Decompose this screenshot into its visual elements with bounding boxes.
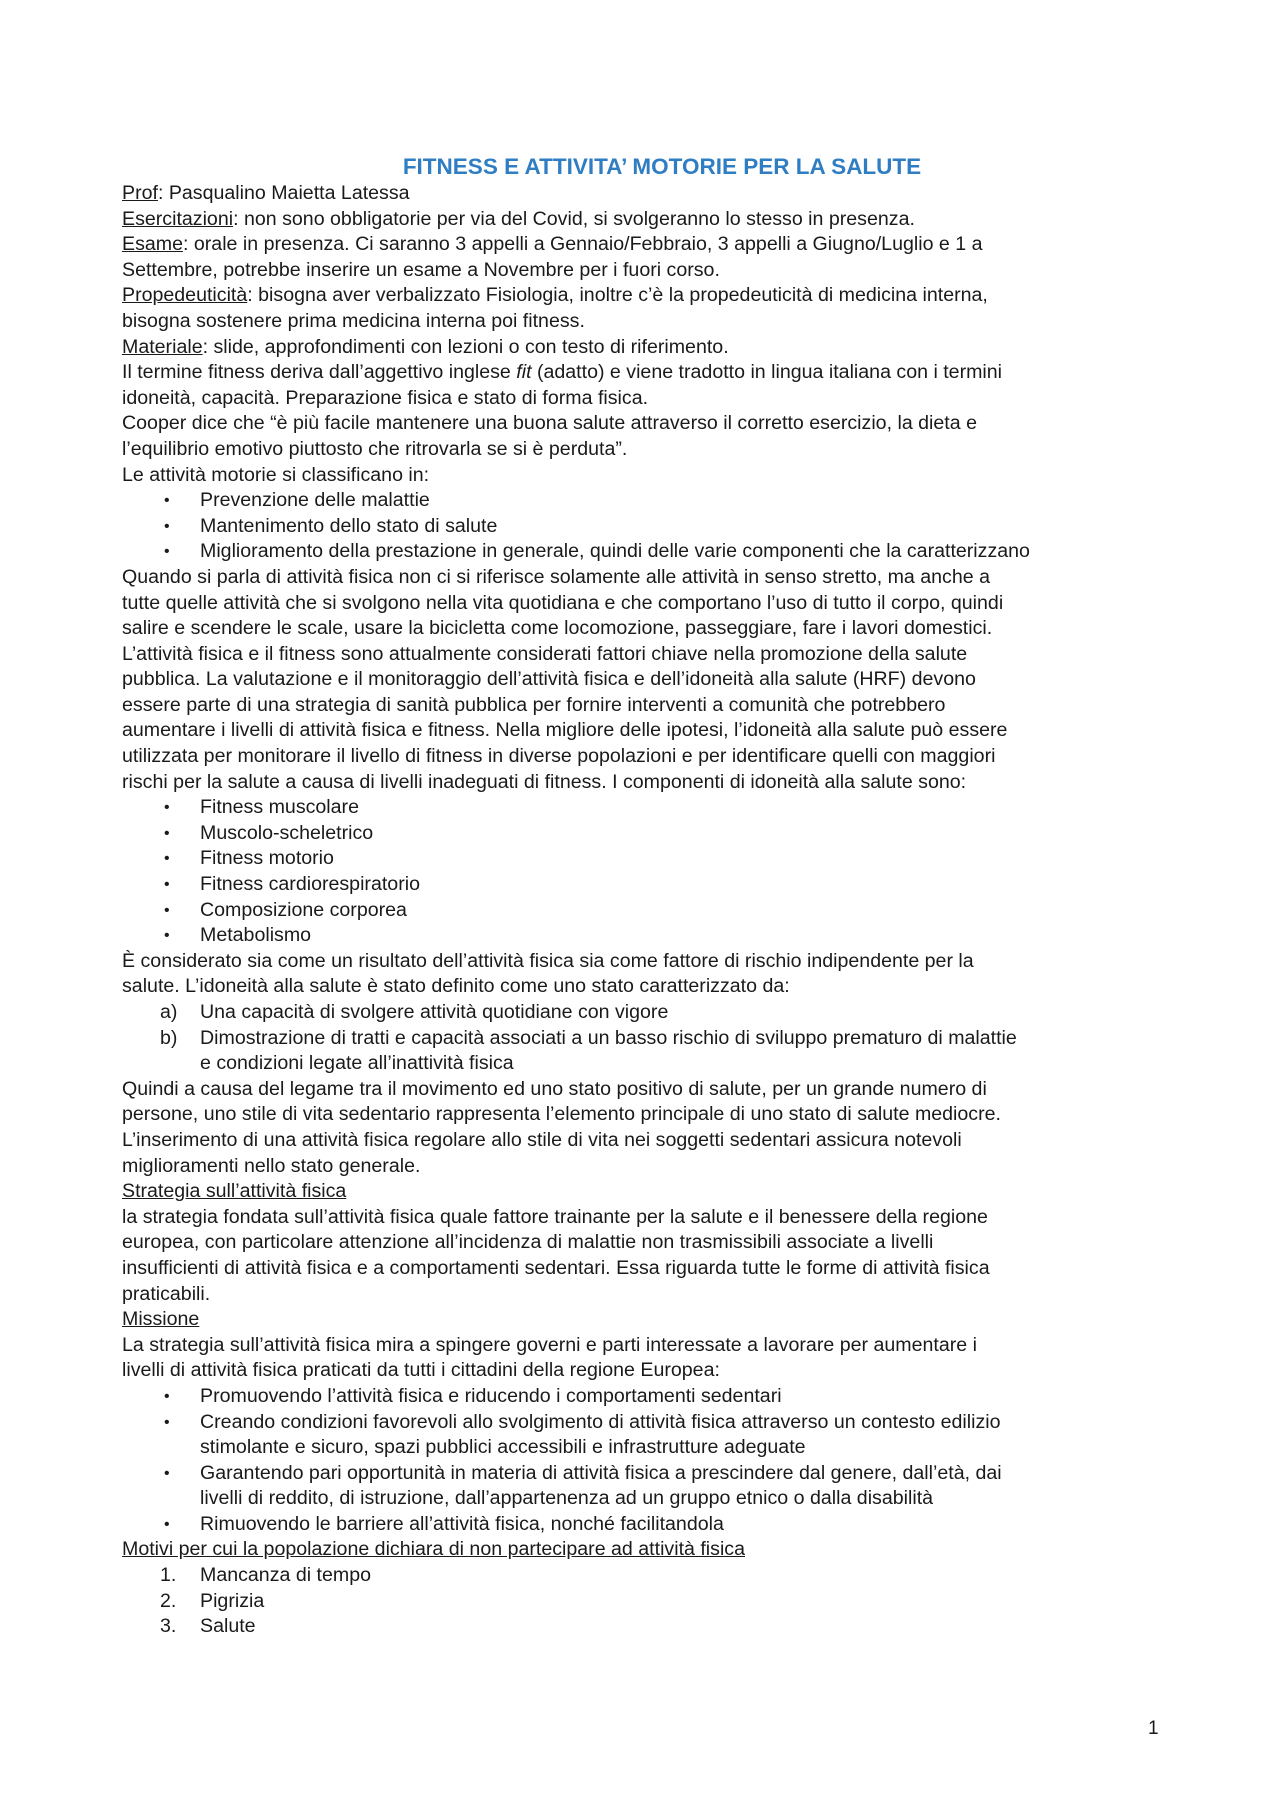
strategia-heading: Strategia sull’attività fisica [122,1180,347,1203]
fitness-def-text-a: Il termine fitness deriva dall’aggettivo inglese [122,361,517,384]
list-item [122,795,1182,821]
list-item-text: Pigrizia [200,1589,265,1612]
paragraph-line: la strategia fondata sull’attività fisica quale fattore trainante per la salute e il benessere della regione [122,1205,988,1228]
health-components-list [122,795,1182,949]
list-item-text: Prevenzione delle malattie [200,489,430,512]
propedeuticita-label: Propedeuticità [122,284,248,307]
strategia-paragraph [122,1205,1182,1307]
list-marker: b) [160,1026,178,1049]
materiale-line [122,335,1182,361]
list-item-text: Salute [200,1615,256,1638]
prof-text: : Pasqualino Maietta Latessa [157,182,410,204]
list-item [122,1384,1182,1410]
paragraph-line: persone, uno stile di vita sedentario rappresenta l’elemento principale di uno stato di salute mediocre. [122,1103,1001,1126]
prof-label: Prof [122,182,158,204]
list-item [122,1589,1182,1615]
list-marker: 1. [160,1564,177,1587]
characteristics-list [122,1000,1182,1077]
esame-line [122,232,1182,258]
list-item [122,872,1182,898]
bullet-icon: • [164,850,170,868]
bullet-icon: • [164,1387,170,1405]
missione-paragraph [122,1333,1182,1384]
list-item [122,514,1182,540]
propedeuticita-line-2: bisogna sostenere prima medicina interna poi fitness. [122,309,585,332]
prof-line [122,181,1182,207]
list-item [122,1026,1182,1077]
list-item [122,539,1182,565]
list-item-text: Rimuovendo le barriere all’attività fisica, nonché facilitandola [200,1512,724,1535]
missione-heading: Missione [122,1308,200,1331]
list-item-text: Metabolismo [200,924,312,947]
paragraph-line: La strategia sull’attività fisica mira a spingere governi e parti interessate a lavorare per aumentare i [122,1333,977,1356]
missione-list [122,1384,1182,1538]
physical-activity-paragraph [122,565,1182,795]
list-item [122,1512,1182,1538]
paragraph-line: utilizzata per monitorare il livello di fitness in diverse popolazioni e per identificare quelli con maggiori [122,745,996,768]
fit-term: fit [516,361,532,384]
esame-label: Esame [122,233,183,256]
paragraph-line: essere parte di una strategia di sanità pubblica per fornire interventi a comunità che potrebbero [122,693,946,716]
bullet-icon: • [164,1464,170,1482]
list-item-text: Promuovendo l’attività fisica e riducendo i comportamenti sedentari [200,1384,782,1407]
paragraph-line: livelli di attività fisica praticati da tutti i cittadini della regione Europea: [122,1359,720,1382]
paragraph-line: insufficienti di attività fisica e a comportamenti sedentari. Essa riguarda tutte le forme di attività fisica [122,1256,990,1279]
motivi-heading: Motivi per cui la popolazione dichiara di non partecipare ad attività fisica [122,1538,745,1561]
list-item [122,1614,1182,1640]
list-item-text: Composizione corporea [200,898,407,921]
page-number: 1 [1148,1718,1159,1739]
esercitazioni-label: Esercitazioni [122,207,234,230]
list-item [122,846,1182,872]
paragraph-line: europea, con particolare attenzione all’incidenza di malattie non trasmissibili associate a livelli [122,1231,934,1254]
esercitazioni-line [122,207,1182,233]
propedeuticita-line [122,283,1182,309]
bullet-icon: • [164,901,170,919]
list-item-text: stimolante e sicuro, spazi pubblici accessibili e infrastrutture adeguate [200,1436,806,1459]
list-marker: 2. [160,1589,177,1612]
paragraph-line: È considerato sia come un risultato dell’attività fisica sia come fattore di rischio indipendente per la [122,949,974,972]
list-item [122,923,1182,949]
bullet-icon: • [164,1413,170,1431]
propedeuticita-text: : bisogna aver verbalizzato Fisiologia, inoltre c’è la propedeuticità di medicina interna, [247,284,988,307]
paragraph-line: rischi per la salute a causa di livelli inadeguati di fitness. I componenti di idoneità alla salute sono: [122,770,967,793]
bullet-icon: • [164,824,170,842]
paragraph-line: Quando si parla di attività fisica non ci si riferisce solamente alle attività in senso stretto, ma anche a [122,565,990,588]
motivi-list [122,1563,1182,1640]
list-marker: a) [160,1001,178,1023]
bullet-icon: • [164,799,170,817]
fitness-def-line-2: idoneità, capacità. Preparazione fisica e stato di forma fisica. [122,386,649,409]
paragraph-line: pubblica. La valutazione e il monitoraggio dell’attività fisica e dell’idoneità alla salute (HRF) devono [122,668,976,691]
sedentary-paragraph [122,1077,1182,1179]
list-marker: 3. [160,1615,177,1638]
page-content [122,153,1182,1640]
paragraph-line: Quindi a causa del legame tra il movimento ed uno stato positivo di salute, per un grande numero di [122,1077,987,1100]
fitness-def-line-1 [122,360,1182,386]
list-item [122,1461,1182,1512]
list-item-text: Mantenimento dello stato di salute [200,514,498,537]
list-item [122,898,1182,924]
bullet-icon: • [164,543,170,561]
paragraph-line: tutte quelle attività che si svolgono nella vita quotidiana e che comportano l’uso di tutto il corpo, quindi [122,591,1004,614]
paragraph-line: L’attività fisica e il fitness sono attualmente considerati fattori chiave nella promozione della salute [122,642,968,665]
list-item [122,1410,1182,1461]
paragraph-line: salute. L’idoneità alla salute è stato definito come uno stato caratterizzato da: [122,975,790,998]
list-item [122,821,1182,847]
classification-list [122,488,1182,565]
materiale-text: : slide, approfondimenti con lezioni o con testo di riferimento. [202,335,729,358]
bullet-icon: • [164,876,170,894]
cooper-quote-line-1: Cooper dice che “è più facile mantenere una buona salute attraverso il corretto esercizio, la dieta e [122,412,977,435]
cooper-quote-line-2: l’equilibrio emotivo piuttosto che ritrovarla se si è perduta”. [122,437,628,460]
list-item-text: livelli di reddito, di istruzione, dall’appartenenza ad un gruppo etnico o dalla disabilità [200,1487,934,1510]
paragraph-line: miglioramenti nello stato generale. [122,1154,421,1177]
materiale-label: Materiale [122,335,203,358]
paragraph-line: salire e scendere le scale, usare la bicicletta come locomozione, passeggiare, fare i lavori domestici. [122,617,993,640]
list-item-text: Fitness motorio [200,847,334,870]
list-item-text: Muscolo-scheletrico [200,821,374,844]
paragraph-line: L’inserimento di una attività fisica regolare allo stile di vita nei soggetti sedentari assicura notevoli [122,1128,962,1151]
paragraph-line: aumentare i livelli di attività fisica e fitness. Nella migliore delle ipotesi, l’idoneità alla salute può essere [122,719,1008,742]
list-item-text: Garantendo pari opportunità in materia di attività fisica a prescindere dal genere, dall’età, dai [200,1461,1002,1484]
classify-intro: Le attività motorie si classificano in: [122,463,430,486]
bullet-icon: • [164,517,170,535]
risk-paragraph [122,949,1182,1000]
esame-text: : orale in presenza. Ci saranno 3 appelli a Gennaio/Febbraio, 3 appelli a Giugno/Luglio e 1 a [182,233,983,256]
fitness-def-text-b: (adatto) e viene tradotto in lingua italiana con i termini [531,361,1003,384]
list-item-text: Fitness cardiorespiratorio [200,873,420,896]
list-item-text: Dimostrazione di tratti e capacità associati a un basso rischio di sviluppo prematuro di malattie [200,1026,1017,1049]
list-item-text: Fitness muscolare [200,796,359,819]
list-item-text: Una capacità di svolgere attività quotidiane con vigore [200,1001,669,1023]
esame-line-2: Settembre, potrebbe inserire un esame a Novembre per i fuori corso. [122,258,720,281]
list-item-text: Mancanza di tempo [200,1564,371,1587]
bullet-icon: • [164,927,170,945]
paragraph-line: praticabili. [122,1282,211,1305]
bullet-icon: • [164,1515,170,1533]
list-item-text: Creando condizioni favorevoli allo svolgimento di attività fisica attraverso un contesto edilizio [200,1410,1001,1433]
page-title: FITNESS E ATTIVITA’ MOTORIE PER LA SALUTE [402,154,922,179]
bullet-icon: • [164,492,170,510]
list-item-text: Miglioramento della prestazione in generale, quindi delle varie componenti che la caratterizzano [200,540,1030,563]
esercitazioni-text: : non sono obbligatorie per via del Covid, si svolgeranno lo stesso in presenza. [233,207,915,230]
list-item-text: e condizioni legate all’inattività fisica [200,1052,514,1075]
list-item [122,1000,1182,1026]
list-item [122,1563,1182,1589]
list-item [122,488,1182,514]
